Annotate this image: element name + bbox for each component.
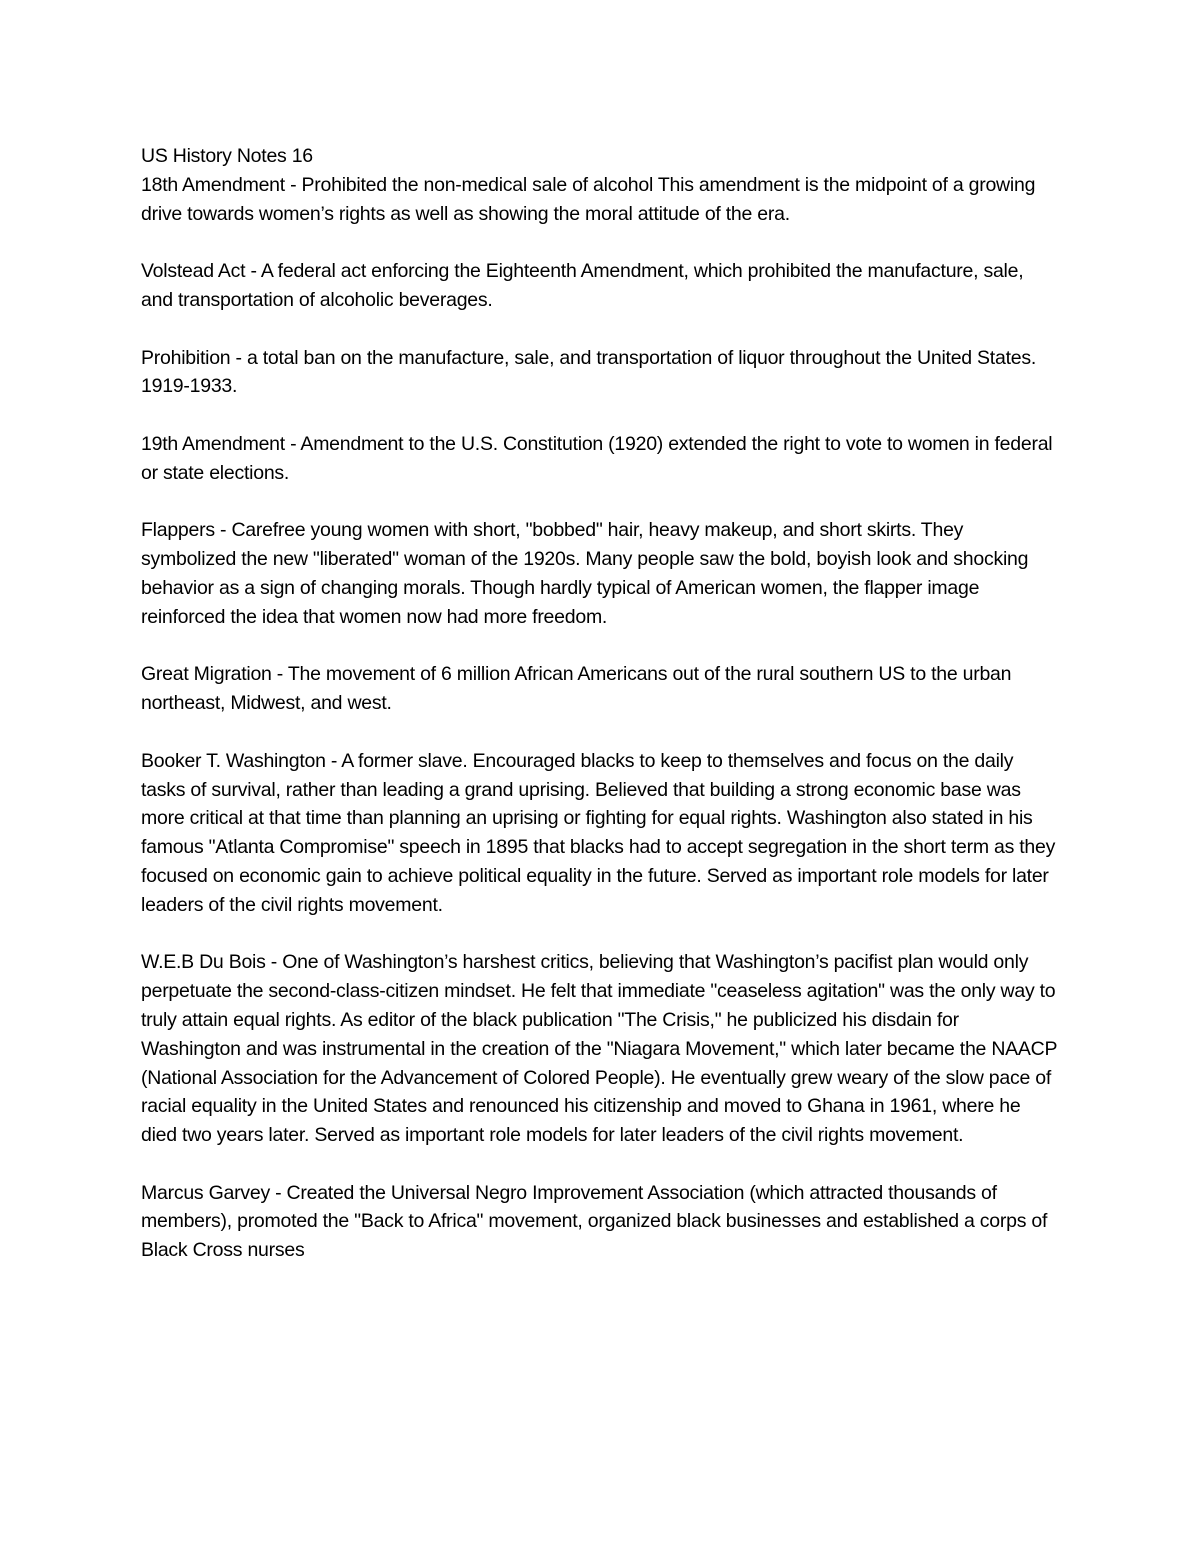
document-title: US History Notes 16	[141, 145, 313, 167]
entry-web-du-bois: W.E.B Du Bois - One of Washington’s harshest critics, believing that Washington’s pacifist plan would only perpetuate the second-class-citizen mindset. He felt that immediate "ceaseless agitation" was the only way to truly attain equal rights. As editor of the black publication "The Crisis," he publicized his disdain for Washington and was instrumental in the creation of the "Niagara Movement," which later became the NAACP (National Association for the Advancement of Colored People). He eventually grew weary of the slow pace of racial equality in the United States and renounced his citizenship and moved to Ghana in 1961, where he died two years later. Served as important role models for later leaders of the civil rights movement.	[141, 951, 1057, 1147]
entry-marcus-garvey: Marcus Garvey - Created the Universal Negro Improvement Association (which attracted thousands of members), promoted the "Back to Africa" movement, organized black businesses and established a corps of Black Cross nurses	[141, 1181, 1048, 1262]
entry-19th-amendment: 19th Amendment - Amendment to the U.S. Constitution (1920) extended the right to vote to women in federal or state elections.	[141, 432, 1053, 484]
entry-prohibition: Prohibition - a total ban on the manufacture, sale, and transportation of liquor throughout the United States. 1919-1933.	[141, 346, 1036, 398]
entry-volstead-act: Volstead Act - A federal act enforcing the Eighteenth Amendment, which prohibited the manufacture, sale, and transportation of alcoholic beverages.	[141, 260, 1024, 311]
entry-booker-t-washington: Booker T. Washington - A former slave. Encouraged blacks to keep to themselves and focus on the daily tasks of survival, rather than leading a grand uprising. Believed that building a strong economic base was more critical at that time than planning an uprising or fighting for equal rights. Washington also stated in his famous "Atlanta Compromise" speech in 1895 that blacks had to accept segregation in the short term as they focused on economic gain to achieve political equality in the future. Served as important role models for later leaders of the civil rights movement.	[141, 749, 1056, 916]
entry-18th-amendment: 18th Amendment - Prohibited the non-medical sale of alcohol This amendment is the midpoint of a growing drive towards women’s rights as well as showing the moral attitude of the era.	[141, 173, 1036, 225]
document-body	[141, 142, 1059, 1265]
entry-flappers: Flappers - Carefree young women with short, "bobbed" hair, heavy makeup, and short skirts. They symbolized the new "liberated" woman of the 1920s. Many people saw the bold, boyish look and shocking behavior as a sign of changing morals. Though hardly typical of American women, the flapper image reinforced the idea that women now had more freedom.	[141, 519, 1029, 628]
entry-great-migration: Great Migration - The movement of 6 million African Americans out of the rural southern US to the urban northeast, Midwest, and west.	[141, 663, 1012, 715]
